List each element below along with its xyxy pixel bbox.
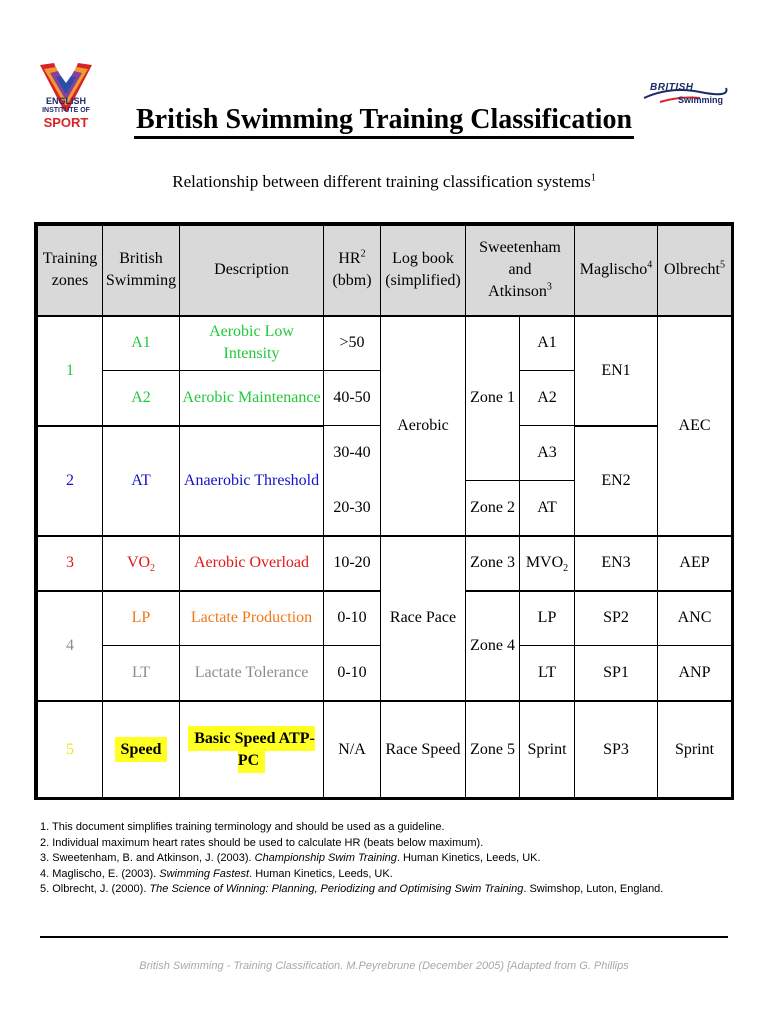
zone-number: 5	[38, 701, 103, 799]
log-book-value: Race Pace	[381, 536, 466, 701]
sa-zone: Zone 1	[466, 316, 520, 481]
bs-code: $VO_2$	[103, 536, 180, 591]
bs-logo-line1: BRITISH	[650, 82, 694, 93]
olbrecht-value: ANC	[658, 591, 732, 646]
maglischo-value: SP2	[575, 591, 658, 646]
log-book-value: Race Speed	[381, 701, 466, 799]
olbrecht-value: AEP	[658, 536, 732, 591]
description: Lactate Tolerance	[180, 646, 324, 701]
table-row	[38, 701, 732, 799]
eis-line3: SPORT	[43, 115, 89, 130]
zone-number: 2	[38, 426, 103, 536]
sa-code: AT	[520, 481, 575, 536]
bs-code: LT	[103, 646, 180, 701]
hr-value: >50	[324, 316, 381, 371]
classification-table	[34, 222, 734, 800]
table-row	[38, 316, 732, 371]
sa-zone: Zone 3	[466, 536, 520, 591]
hr-value: 0-10	[324, 591, 381, 646]
sa-zone: Zone 5	[466, 701, 520, 799]
sa-code: LT	[520, 646, 575, 701]
footnote-1: 1. This document simplifies training terminology and should be used as a guideline.	[40, 821, 445, 833]
hr-value: 0-10	[324, 646, 381, 701]
hr-value: 20-30	[324, 481, 381, 536]
header-log-book: Log book (simplified)	[381, 226, 466, 316]
footnote-3: 3. Sweetenham, B. and Atkinson, J. (2003). Championship Swim Training. Human Kinetics, Leeds, UK.	[40, 852, 541, 864]
maglischo-value: EN3	[575, 536, 658, 591]
footnote-2: 2. Individual maximum heart rates should be used to calculate HR (beats below maximum).	[40, 836, 484, 849]
divider	[40, 936, 728, 938]
olbrecht-value: Sprint	[658, 701, 732, 799]
sa-code: LP	[520, 591, 575, 646]
header-row	[38, 226, 732, 316]
header-training-zones: Training zones	[38, 226, 103, 316]
maglischo-value: EN2	[575, 426, 658, 536]
description: Aerobic Low Intensity	[180, 316, 324, 371]
maglischo-value: SP1	[575, 646, 658, 701]
header-sweetenham-atkinson: Sweetenham and Atkinson$^3$	[466, 226, 575, 316]
description: Anaerobic Threshold	[180, 426, 324, 536]
olbrecht-value: ANP	[658, 646, 732, 701]
footnote-4: 4. Maglischo, E. (2003). Swimming Fastest. Human Kinetics, Leeds, UK.	[40, 867, 393, 880]
sa-code: A2	[520, 371, 575, 426]
header-description: Description	[180, 226, 324, 316]
sa-code: $MVO_2$	[520, 536, 575, 591]
sa-zone: Zone 4	[466, 591, 520, 701]
bs-code: Speed	[103, 701, 180, 799]
footnote-5: 5. Olbrecht, J. (2000). The Science of Winning: Planning, Periodizing and Optimising Swim Training. Swimshop, Luton, England.	[40, 883, 664, 895]
page-title: British Swimming Training Classification	[0, 104, 768, 136]
eis-line1: ENGLISH	[45, 96, 86, 106]
description: Aerobic Maintenance	[180, 371, 324, 426]
footnotes	[40, 820, 740, 898]
page-footer: British Swimming - Training Classification. M.Peyrebrune (December 2005) [Adapted from G. Phillips	[139, 960, 629, 972]
eis-line2: INSTITUTE OF	[42, 107, 90, 114]
olbrecht-value: AEC	[658, 316, 732, 536]
description: Basic Speed ATP-PC	[180, 701, 324, 799]
bs-code: LP	[103, 591, 180, 646]
hr-value: N/A	[324, 701, 381, 799]
hr-value: 30-40	[324, 426, 381, 481]
table-row	[38, 536, 732, 591]
page-subtitle: Relationship between different training classification systems$^1$	[172, 172, 596, 191]
header-olbrecht: Olbrecht$^5$	[658, 226, 732, 316]
bs-code: A2	[103, 371, 180, 426]
zone-number: 4	[38, 591, 103, 701]
zone-number: 1	[38, 316, 103, 426]
sa-zone: Zone 2	[466, 481, 520, 536]
hr-value: 10-20	[324, 536, 381, 591]
description: Lactate Production	[180, 591, 324, 646]
header-british-swimming: British Swimming	[103, 226, 180, 316]
bs-code: AT	[103, 426, 180, 536]
maglischo-value: SP3	[575, 701, 658, 799]
bs-logo-line2: Swimming	[678, 95, 724, 105]
header-hr: $HR^2$ (bbm)	[324, 226, 381, 316]
bs-code: A1	[103, 316, 180, 371]
zone-number: 3	[38, 536, 103, 591]
header-maglischo: Maglischo$^4$	[575, 226, 658, 316]
log-book-value: Aerobic	[381, 316, 466, 536]
maglischo-value: EN1	[575, 316, 658, 426]
hr-value: 40-50	[324, 371, 381, 426]
sa-code: A3	[520, 426, 575, 481]
sa-code: A1	[520, 316, 575, 371]
sa-code: Sprint	[520, 701, 575, 799]
description: Aerobic Overload	[180, 536, 324, 591]
